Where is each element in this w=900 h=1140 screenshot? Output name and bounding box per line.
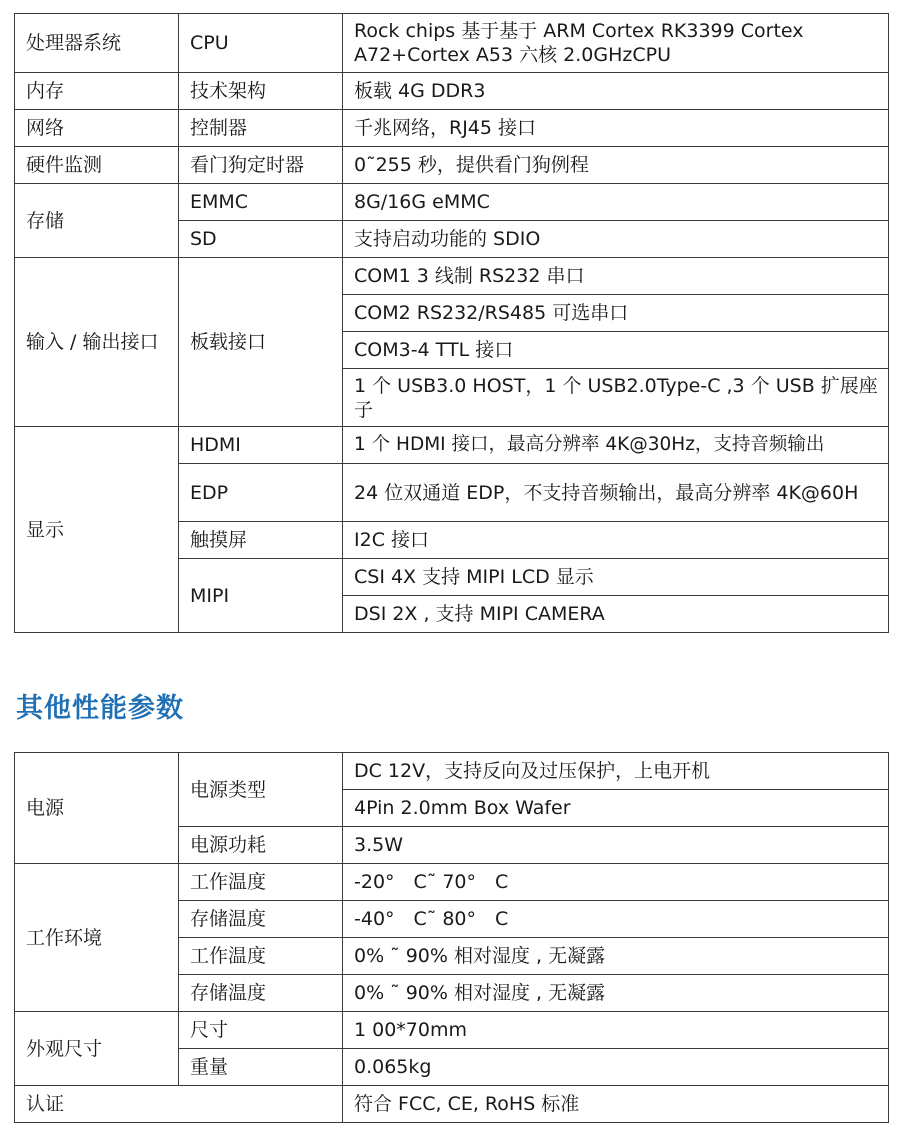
subcategory-cell: 电源功耗 [179, 827, 343, 864]
table-row [15, 753, 889, 790]
table-row [15, 110, 889, 147]
category-cell: 外观尺寸 [15, 1012, 179, 1086]
value-cell: 8G/16G eMMC [343, 184, 889, 221]
value-cell: 1 个 HDMI 接口，最高分辨率 4K@30Hz，支持音频输出 [343, 427, 889, 464]
value-cell: 0.065kg [343, 1049, 889, 1086]
subcategory-cell: CPU [179, 14, 343, 73]
subcategory-cell: EDP [179, 464, 343, 522]
table-row [15, 14, 889, 73]
subcategory-cell: 板载接口 [179, 258, 343, 427]
value-cell: COM3-4 TTL 接口 [343, 332, 889, 369]
subcategory-cell: 存储温度 [179, 901, 343, 938]
subcategory-cell: HDMI [179, 427, 343, 464]
category-cell: 认证 [15, 1086, 343, 1123]
value-cell: 1 个 USB3.0 HOST，1 个 USB2.0Type-C ,3 个 USB 扩展座子 [343, 369, 889, 427]
value-cell: COM2 RS232/RS485 可选串口 [343, 295, 889, 332]
subcategory-cell: 电源类型 [179, 753, 343, 827]
table-row [15, 427, 889, 464]
value-cell: COM1 3 线制 RS232 串口 [343, 258, 889, 295]
table-row [15, 864, 889, 901]
section-title: 其他性能参数 [16, 693, 184, 724]
value-cell: 1 00*70mm [343, 1012, 889, 1049]
value-cell: 0% ˜ 90% 相对湿度 , 无凝露 [343, 975, 889, 1012]
value-cell: -20° C˜ 70° C [343, 864, 889, 901]
value-cell: Rock chips 基于基于 ARM Cortex RK3399 Cortex A72+Cortex A53 六核 2.0GHzCPU [343, 14, 889, 73]
category-cell: 显示 [15, 427, 179, 633]
value-cell: 24 位双通道 EDP，不支持音频输出，最高分辨率 4K@60H [343, 464, 889, 522]
value-cell: -40° C˜ 80° C [343, 901, 889, 938]
category-cell: 硬件监测 [15, 147, 179, 184]
spec-table [14, 13, 889, 633]
subcategory-cell: 触摸屏 [179, 522, 343, 559]
value-cell: 千兆网络，RJ45 接口 [343, 110, 889, 147]
value-cell: 0% ˜ 90% 相对湿度 , 无凝露 [343, 938, 889, 975]
table-row [15, 258, 889, 295]
value-cell: DSI 2X , 支持 MIPI CAMERA [343, 596, 889, 633]
category-cell: 存储 [15, 184, 179, 258]
subcategory-cell: 技术架构 [179, 73, 343, 110]
value-cell: I2C 接口 [343, 522, 889, 559]
table-row [15, 184, 889, 221]
subcategory-cell: 控制器 [179, 110, 343, 147]
value-cell: 0˜255 秒，提供看门狗例程 [343, 147, 889, 184]
subcategory-cell: MIPI [179, 559, 343, 633]
value-cell: 3.5W [343, 827, 889, 864]
value-cell: 符合 FCC, CE, RoHS 标准 [343, 1086, 889, 1123]
subcategory-cell: SD [179, 221, 343, 258]
subcategory-cell: 尺寸 [179, 1012, 343, 1049]
subcategory-cell: 看门狗定时器 [179, 147, 343, 184]
subcategory-cell: 工作温度 [179, 864, 343, 901]
category-cell: 输入 / 输出接口 [15, 258, 179, 427]
category-cell: 网络 [15, 110, 179, 147]
category-cell: 内存 [15, 73, 179, 110]
value-cell: 支持启动功能的 SDIO [343, 221, 889, 258]
value-cell: CSI 4X 支持 MIPI LCD 显示 [343, 559, 889, 596]
value-cell: 板载 4G DDR3 [343, 73, 889, 110]
category-cell: 处理器系统 [15, 14, 179, 73]
subcategory-cell: 重量 [179, 1049, 343, 1086]
subcategory-cell: 工作温度 [179, 938, 343, 975]
category-cell: 工作环境 [15, 864, 179, 1012]
subcategory-cell: 存储温度 [179, 975, 343, 1012]
table-row [15, 73, 889, 110]
subcategory-cell: EMMC [179, 184, 343, 221]
other-spec-table [14, 752, 889, 1123]
category-cell: 电源 [15, 753, 179, 864]
value-cell: 4Pin 2.0mm Box Wafer [343, 790, 889, 827]
table-row [15, 147, 889, 184]
table-row [15, 1086, 889, 1123]
value-cell: DC 12V，支持反向及过压保护，上电开机 [343, 753, 889, 790]
table-row [15, 1012, 889, 1049]
